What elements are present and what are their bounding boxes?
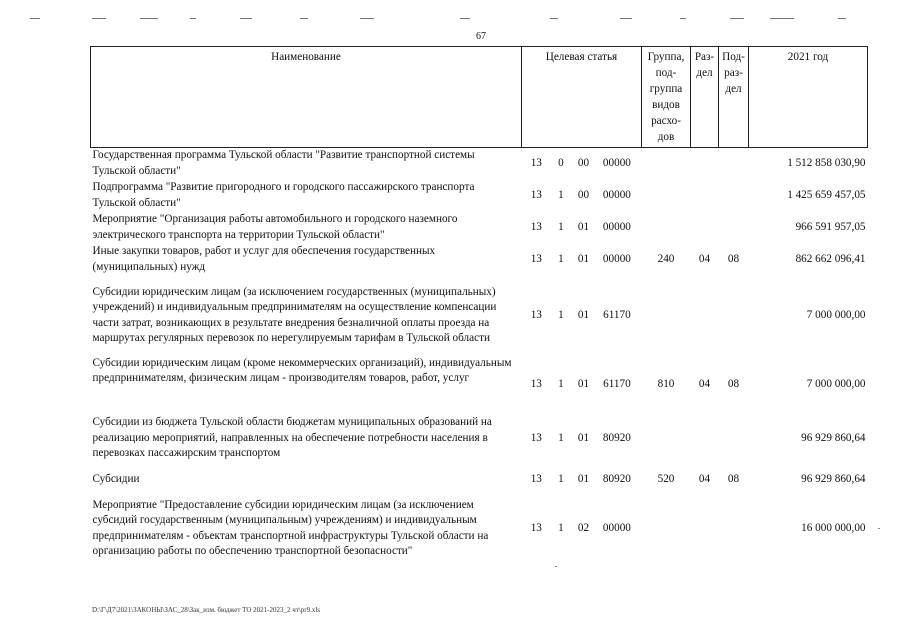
row-section: 04 <box>698 377 711 390</box>
row-group <box>642 414 691 464</box>
row-subsection <box>719 276 749 356</box>
row-amount: 1 512 858 030,90 <box>787 157 866 169</box>
row-name: Государственная программа Тульской области "Развитие транспортной системы Тульской области" <box>92 149 475 177</box>
row-subsection <box>719 496 749 562</box>
row-name: Субсидии юридическим лицам (за исключением государственных (муниципальных) учреждений) и индивидуальным предпринимателям на осуществление компенсации части затрат, возникающих в результате внедрения безналичной оплаты проезда на маршрутах регулярных перевозок по нерегулируемым тарифам в Тульской области <box>92 285 497 344</box>
row-section: 04 <box>698 472 711 485</box>
header-name: Наименование <box>91 47 522 148</box>
row-name: Субсидии юридическим лицам (кроме некоммерческих организаций), индивидуальным предпринимателям, физическим лицам - производителям товаров, работ, услуг <box>92 356 512 384</box>
row-target-article: 13 1 00 00000 <box>530 188 631 201</box>
row-amount: 7 000 000,00 <box>806 377 866 390</box>
table-row <box>91 180 868 212</box>
table-header-row <box>91 47 868 148</box>
row-section <box>691 180 719 212</box>
row-section <box>691 276 719 356</box>
row-subsection: 08 <box>727 472 740 485</box>
row-group: 240 <box>657 252 675 265</box>
row-name: Иные закупки товаров, работ и услуг для обеспечения государственных (муниципальных) нужд <box>92 245 436 273</box>
table-row <box>91 414 868 464</box>
row-amount: 96 929 860,64 <box>801 431 866 444</box>
row-target-article: 13 1 01 80920 <box>530 431 631 444</box>
row-subsection <box>719 148 749 180</box>
header-year-2021: 2021 год <box>749 47 868 148</box>
row-subsection <box>719 212 749 244</box>
table-row <box>91 356 868 414</box>
row-group <box>642 212 691 244</box>
table-row <box>91 464 868 496</box>
row-target-article: 13 1 01 61170 <box>530 377 631 390</box>
row-name: Подпрограмма "Развитие пригородного и городского пассажирского транспорта Тульской области" <box>92 181 475 209</box>
row-name: Мероприятие "Организация работы автомобильного и городского наземного электрического транспорта на территории Тульской области" <box>92 213 458 241</box>
row-section <box>691 148 719 180</box>
table-row <box>91 244 868 276</box>
row-section <box>691 496 719 562</box>
row-section <box>691 212 719 244</box>
row-subsection <box>719 414 749 464</box>
row-target-article: 13 1 02 00000 <box>530 521 631 534</box>
row-section: 04 <box>698 252 711 265</box>
row-name: Субсидии <box>92 472 140 485</box>
row-amount: 966 591 957,05 <box>795 220 866 233</box>
row-group <box>642 148 691 180</box>
header-subsection: Под-раз-дел <box>719 47 749 148</box>
row-subsection: 08 <box>727 252 740 265</box>
row-group: 520 <box>657 472 675 485</box>
row-name: Субсидии из бюджета Тульской области бюджетам муниципальных образований на реализацию мероприятий, направленных на обеспечение потребности населения в перевозках пассажирским транспортом <box>92 416 492 460</box>
row-target-article: 13 1 01 00000 <box>530 220 631 233</box>
table-row <box>91 496 868 562</box>
row-amount: 1 425 659 457,05 <box>787 188 866 201</box>
header-expense-group: Группа, под-группа видов расхо-дов <box>642 47 691 148</box>
page-number: 67 <box>476 31 486 42</box>
row-subsection <box>719 180 749 212</box>
row-amount: 16 000 000,00 <box>801 521 866 534</box>
scan-speck <box>555 566 557 567</box>
table-row <box>91 148 868 180</box>
row-target-article: 13 1 01 61170 <box>530 308 631 321</box>
row-amount: 96 929 860,64 <box>801 472 866 485</box>
scan-speck <box>878 528 880 529</box>
row-name: Мероприятие "Предоставление субсидии юридическим лицам (за исключением субсидий государственным (муниципальным) учреждениям) и индивидуальным предпринимателям - объектам транспортной инфраструктуры Тульской области на организацию работы по обеспечению транспортной безопасности" <box>92 498 489 557</box>
row-target-article: 13 1 01 00000 <box>530 252 631 265</box>
top-scan-line <box>30 18 880 24</box>
header-target-article: Целевая статья <box>522 47 642 148</box>
budget-table <box>90 46 868 562</box>
table-row <box>91 276 868 356</box>
row-target-article: 13 1 01 80920 <box>530 472 631 485</box>
row-group <box>642 276 691 356</box>
table-row <box>91 212 868 244</box>
row-target-article: 13 0 00 00000 <box>530 157 631 169</box>
row-subsection: 08 <box>727 377 740 390</box>
row-group <box>642 496 691 562</box>
row-amount: 862 662 096,41 <box>795 252 866 265</box>
row-group <box>642 180 691 212</box>
row-section <box>691 414 719 464</box>
header-section: Раз-дел <box>691 47 719 148</box>
file-path-footer: D:\Г\Д7\2021\ЗАКОНЫ\ЗАС_28\Зак_изм. бюджет ТО 2021-2023_2 чт\pr9.xls <box>92 606 321 614</box>
row-group: 810 <box>657 377 675 390</box>
row-amount: 7 000 000,00 <box>806 308 866 321</box>
